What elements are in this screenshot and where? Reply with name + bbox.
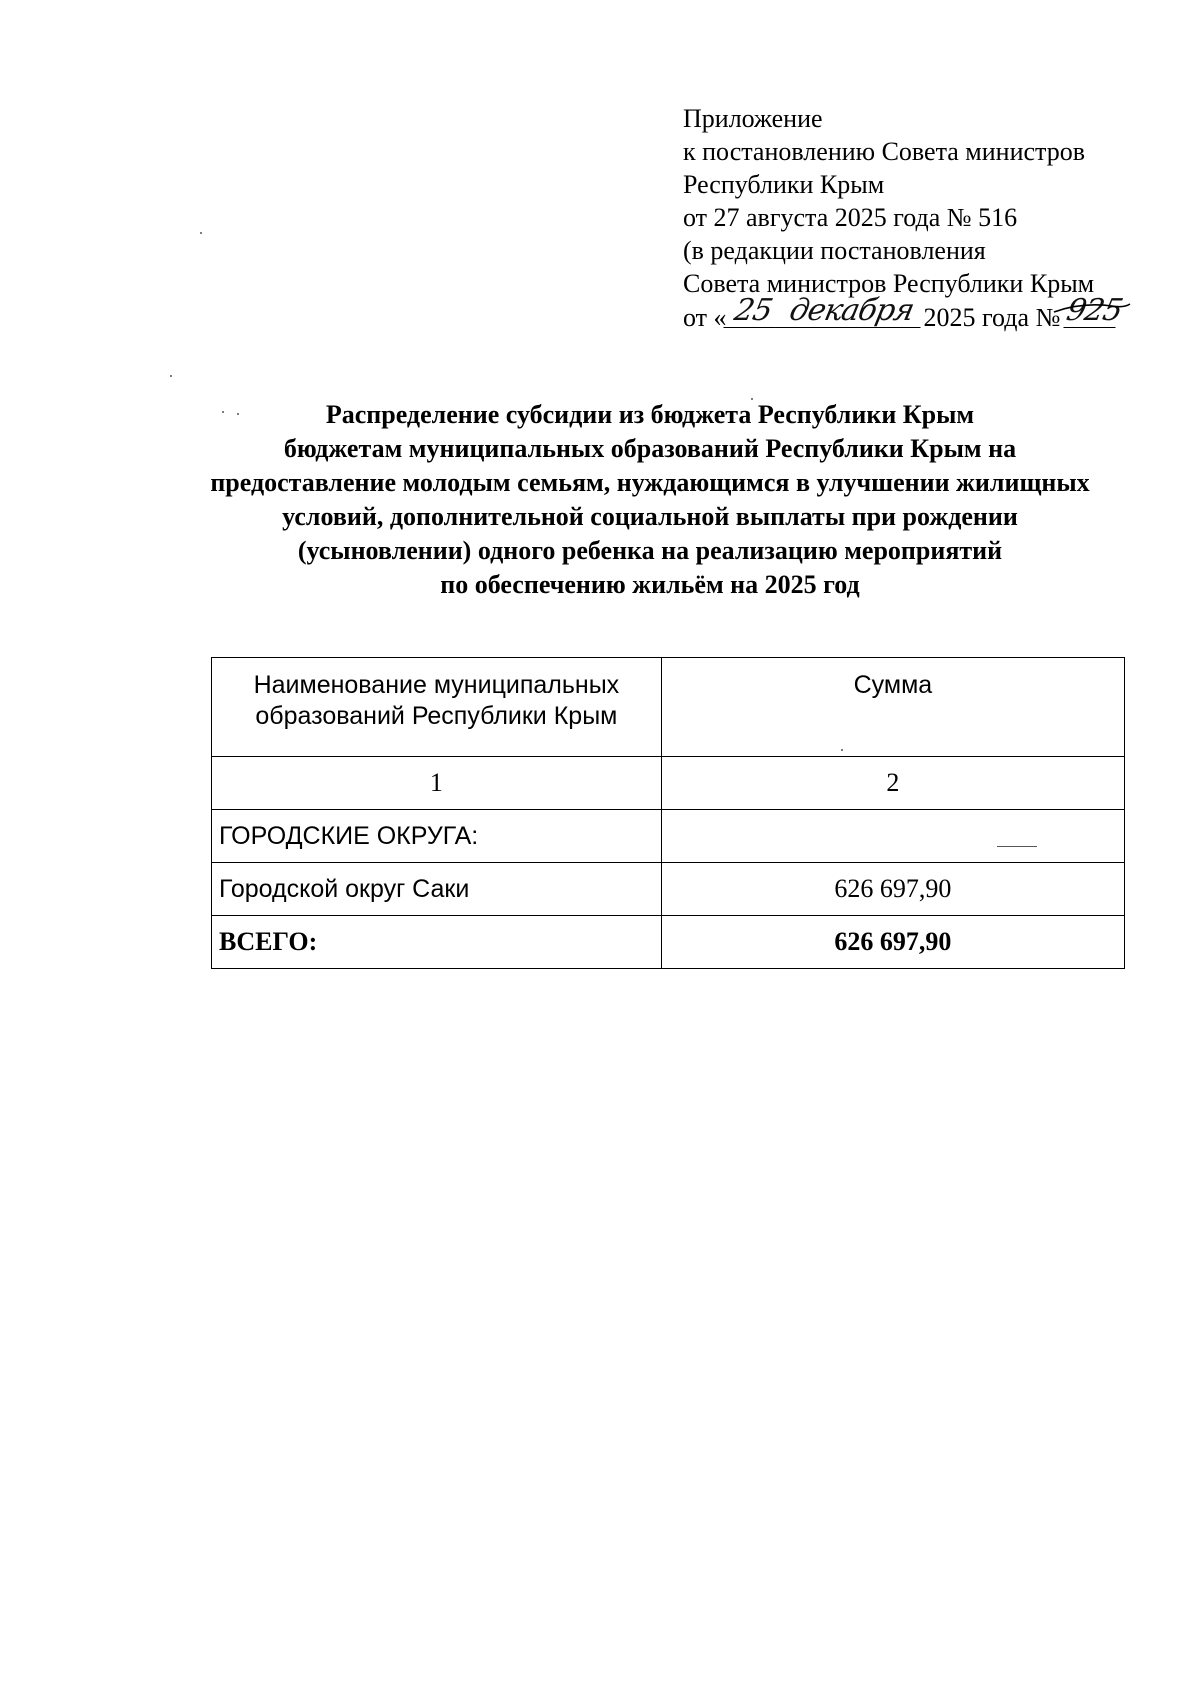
handwriting-flourish [1052, 300, 1132, 324]
appendix-line: к постановлению Совета министров [683, 137, 1085, 166]
date-prefix: от « [683, 303, 727, 332]
heading-line: предоставление молодым семьям, нуждающимся в улучшении жилищных [210, 468, 1090, 497]
heading-line: Распределение субсидии из бюджета Республики Крым [325, 400, 975, 429]
column-number-row [212, 757, 1125, 810]
scan-speck [841, 749, 843, 751]
column-number: 1 [212, 757, 662, 810]
scan-speck [222, 411, 224, 413]
municipality-name: Городской округ Саки [212, 863, 662, 916]
scan-speck [997, 846, 1037, 847]
heading-line: (усыновлении) одного ребенка на реализацию мероприятий [297, 536, 1003, 565]
appendix-line: Приложение [683, 104, 823, 133]
municipality-amount [661, 810, 1124, 863]
table-header-row [212, 658, 1125, 757]
header-name-line: образований Республики Крым [255, 702, 618, 730]
municipality-amount: 626 697,90 [661, 863, 1124, 916]
handwritten-month: декабря [775, 294, 927, 328]
appendix-line: (в редакции постановления [683, 236, 986, 265]
heading-line: по обеспечению жильём на 2025 год [440, 570, 860, 599]
scan-speck [751, 398, 753, 400]
appendix-line: Республики Крым [683, 170, 885, 199]
total-row [212, 916, 1125, 969]
document-heading [150, 398, 1150, 602]
scan-speck [237, 413, 239, 415]
appendix-line: Совета министров Республики Крым [683, 269, 1095, 298]
header-name-line: Наименование муниципальных [253, 671, 620, 699]
total-amount: 626 697,90 [661, 916, 1124, 969]
header-cell-amount: Сумма [661, 658, 1124, 757]
header-cell-name [212, 658, 662, 757]
scan-speck [200, 232, 202, 234]
distribution-table [211, 657, 1125, 969]
handwritten-number: 925 [1063, 293, 1125, 328]
municipality-name: ГОРОДСКИЕ ОКРУГА: [212, 810, 662, 863]
handwritten-day: 25 [723, 294, 782, 328]
total-label: ВСЕГО: [212, 916, 662, 969]
date-year: 2025 года № [923, 303, 1067, 332]
column-number: 2 [661, 757, 1124, 810]
heading-line: условий, дополнительной социальной выплаты при рождении [282, 502, 1018, 531]
table-row [212, 863, 1125, 916]
appendix-line: от 27 августа 2025 года № 516 [683, 203, 1018, 232]
heading-line: бюджетам муниципальных образований Республики Крым на [283, 434, 1017, 463]
table-row [212, 810, 1125, 863]
scan-speck [170, 375, 172, 377]
